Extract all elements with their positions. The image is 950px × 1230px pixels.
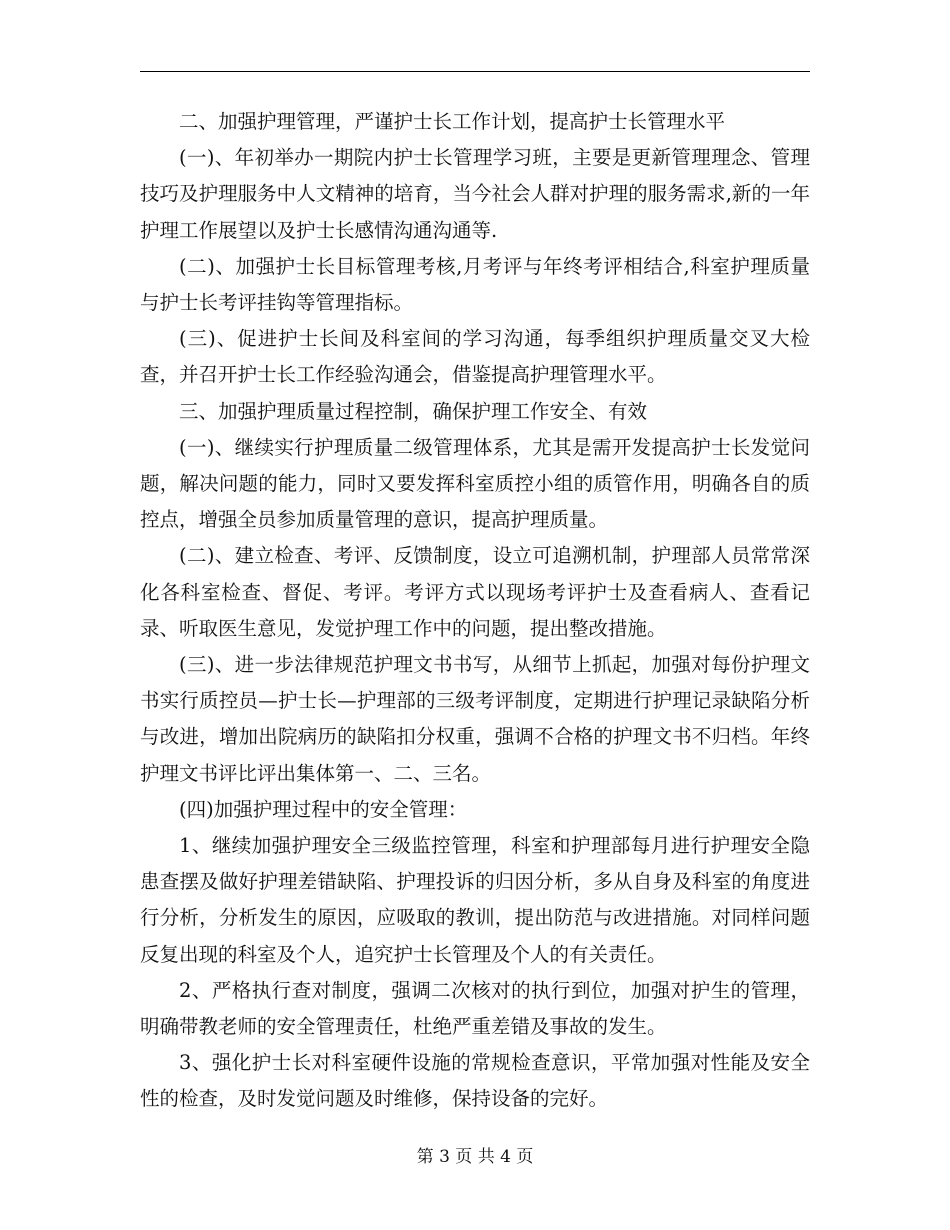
section-heading-2: 二、加强护理管理，严谨护士长工作计划，提高护士长管理水平 bbox=[179, 110, 726, 133]
document-body bbox=[140, 104, 810, 1118]
paragraph: (二)、建立检查、考评、反馈制度，设立可追溯机制，护理部人员常常深化各科室检查、督促、考评。考评方式以现场考评护士及查看病人、查看记录、听取医生意见，发觉护理工作中的问题，提出整改措施。 bbox=[140, 544, 810, 640]
header-rule bbox=[140, 71, 810, 72]
paragraph: (三)、进一步法律规范护理文书书写，从细节上抓起，加强对每份护理文书实行质控员—护士长—护理部的三级考评制度，定期进行护理记录缺陷分析与改进，增加出院病历的缺陷扣分权重，强调不合格的护理文书不归档。年终护理文书评比评出集体第一、二、三名。 bbox=[140, 653, 810, 785]
paragraph: (三)、促进护士长间及科室间的学习沟通，每季组织护理质量交叉大检查，并召开护士长工作经验沟通会，借鉴提高护理管理水平。 bbox=[140, 327, 810, 387]
paragraph: 2、严格执行查对制度，强调二次核对的执行到位，加强对护生的管理，明确带教老师的安全管理责任，杜绝严重差错及事故的发生。 bbox=[140, 978, 810, 1039]
page-number-footer: 第 3 页 共 4 页 bbox=[416, 1147, 534, 1167]
section-heading-3: 三、加强护理质量过程控制，确保护理工作安全、有效 bbox=[179, 399, 648, 423]
paragraph: (一)、继续实行护理质量二级管理体系，尤其是需开发提高护士长发觉问题，解决问题的能力，同时又要发挥科室质控小组的质管作用，明确各自的质控点，增强全员参加质量管理的意识，提高护理质量。 bbox=[140, 435, 810, 532]
paragraph: (一)、年初举办一期院内护士长管理学习班，主要是更新管理理念、管理技巧及护理服务中人文精神的培育，当今社会人群对护理的服务需求,新的一年护理工作展望以及护士长感情沟通沟通等. bbox=[140, 146, 810, 242]
paragraph: 3、强化护士长对科室硬件设施的常规检查意识，平常加强对性能及安全性的检查，及时发觉问题及时维修，保持设备的完好。 bbox=[140, 1051, 810, 1111]
paragraph: (二)、加强护士长目标管理考核,月考评与年终考评相结合,科室护理质量与护士长考评挂钩等管理指标。 bbox=[140, 254, 810, 315]
subsection-heading: (四)加强护理过程中的安全管理： bbox=[179, 797, 468, 821]
paragraph: 1、继续加强护理安全三级监控管理，科室和护理部每月进行护理安全隐患查摆及做好护理差错缺陷、护理投诉的归因分析，多从自身及科室的角度进行分析，分析发生的原因，应吸取的教训，提出防范与改进措施。对同样问题反复出现的科室及个人，追究护士长管理及个人的有关责任。 bbox=[140, 834, 810, 966]
